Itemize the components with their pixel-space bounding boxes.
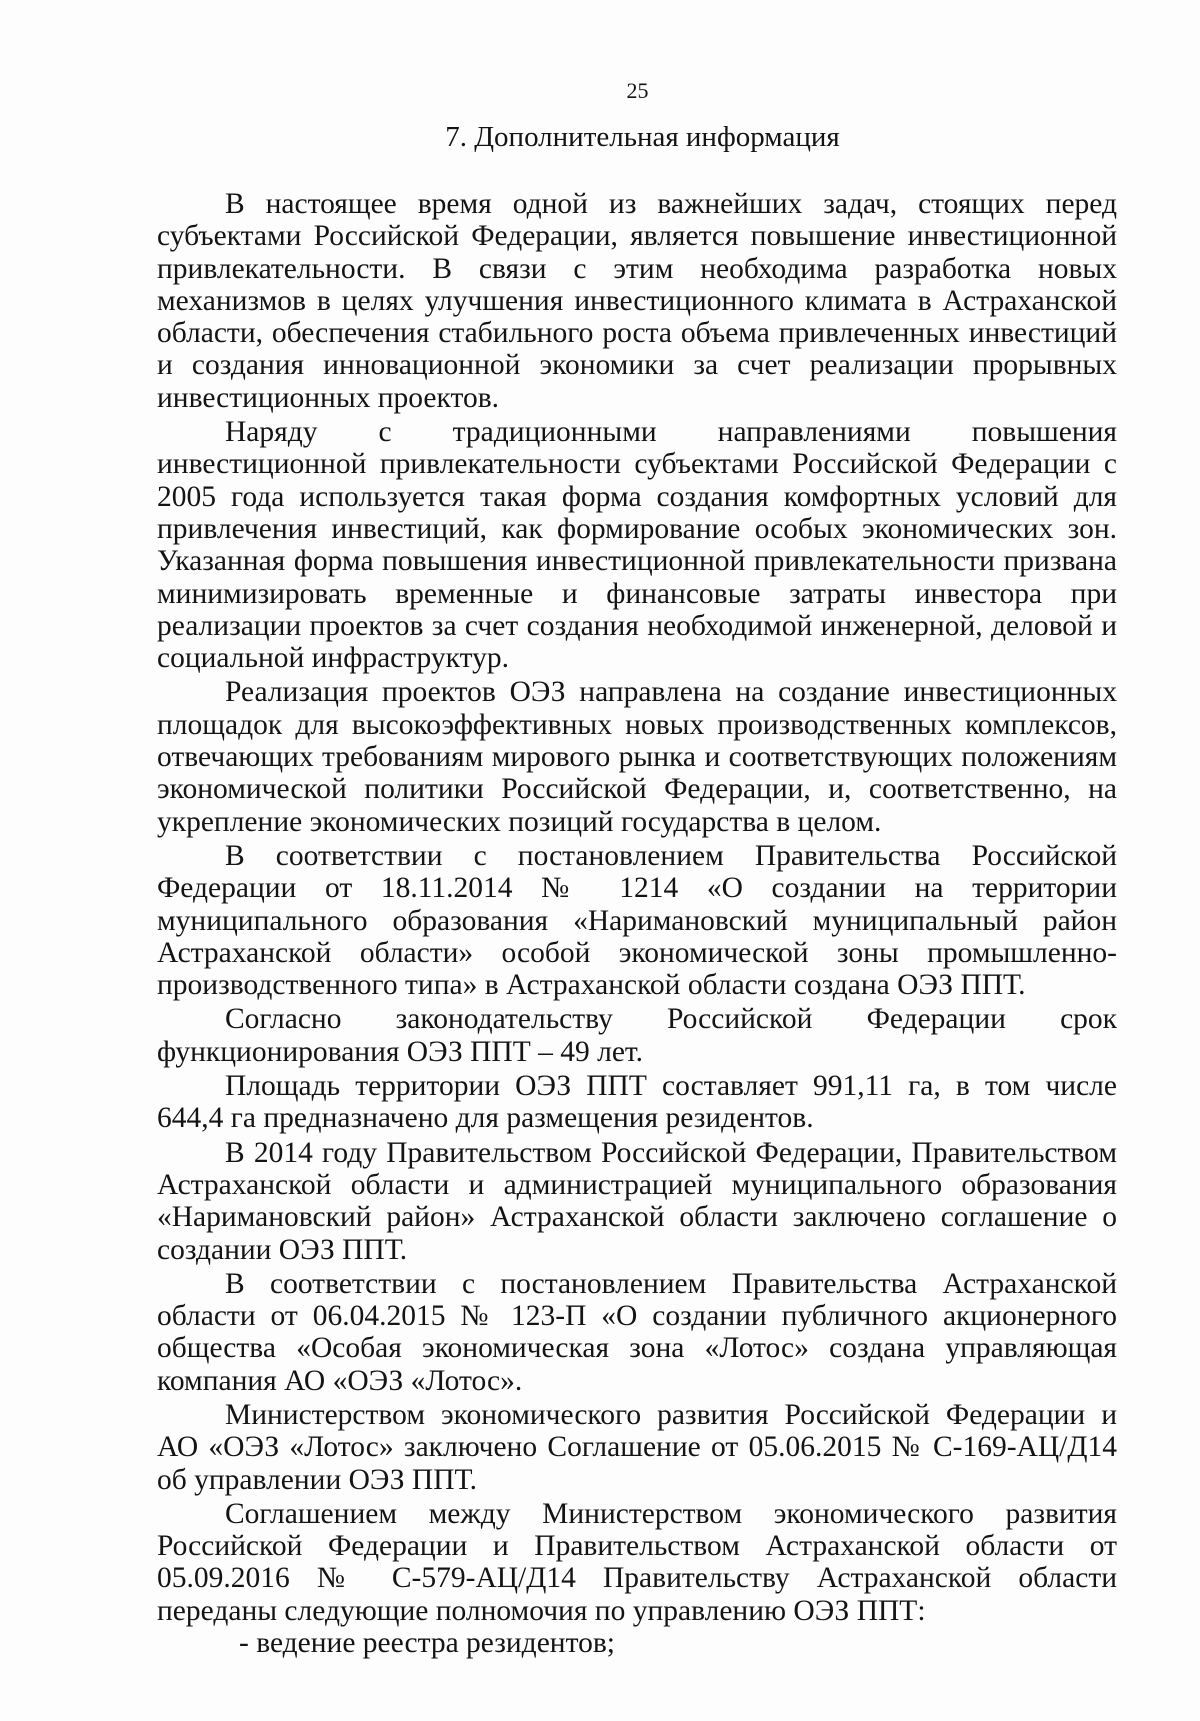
list-item: - ведение реестра резидентов; <box>239 1627 615 1660</box>
paragraph: В соответствии с постановлением Правительства Астраханской области от 06.04.2015 № 123-П «О создании публичного акционерного общества «Особая экономическая зона «Лотос» создана управляющая компания АО «ОЭЗ «Лотос». <box>157 1267 1117 1397</box>
paragraph: В 2014 году Правительством Российской Федерации, Правительством Астраханской области и администрацией муниципального образования «Наримановский район» Астраханской области заключено соглашение о создании ОЭЗ ППТ. <box>157 1136 1117 1266</box>
paragraph: Согласно законодательству Российской Федерации срок функционирования ОЭЗ ППТ – 49 лет. <box>157 1003 1117 1068</box>
paragraph: Соглашением между Министерством экономического развития Российской Федерации и Правительством Астраханской области от 05.09.2016 № С-579-АЦ/Д14 Правительству Астраханской области переданы следующие полномочия по управлению ОЭЗ ППТ: <box>157 1497 1117 1627</box>
paragraph: Наряду с традиционными направлениями повышения инвестиционной привлекательности субъектами Российской Федерации с 2005 года используется такая форма создания комфортных условий для привлечения инвестиций, как формирование особых экономических зон. Указанная форма повышения инвестиционной привлекательности призвана минимизировать временные и финансовые затраты инвестора при реализации проектов за счет создания необходимой инженерной, деловой и социальной инфраструктур. <box>157 416 1117 675</box>
body-text <box>157 188 1117 1659</box>
paragraph: В настоящее время одной из важнейших задач, стоящих перед субъектами Российской Федерации, является повышение инвестиционной привлекательности. В связи с этим необходима разработка новых механизмов в целях улучшения инвестиционного климата в Астраханской области, обеспечения стабильного роста объема привлеченных инвестиций и создания инновационной экономики за счет реализации прорывных инвестиционных проектов. <box>157 188 1117 414</box>
paragraph: Реализация проектов ОЭЗ направлена на создание инвестиционных площадок для высокоэффективных новых производственных комплексов, отвечающих требованиям мирового рынка и соответствующих положениям экономической политики Российской Федерации, и, соответственно, на укрепление экономических позиций государства в целом. <box>157 676 1117 838</box>
paragraph: Министерством экономического развития Российской Федерации и АО «ОЭЗ «Лотос» заключено Соглашение от 05.06.2015 № С-169-АЦ/Д14 об управлении ОЭЗ ППТ. <box>157 1398 1117 1496</box>
section-title: 7. Дополнительная информация <box>445 121 840 153</box>
page-number: 25 <box>626 78 649 103</box>
paragraph: Площадь территории ОЭЗ ППТ составляет 991,11 га, в том числе 644,4 га предназначено для размещения резидентов. <box>157 1070 1117 1135</box>
paragraph: В соответствии с постановлением Правительства Российской Федерации от 18.11.2014 № 1214 «О создании на территории муниципального образования «Наримановский муниципальный район Астраханской области» особой экономической зоны промышленно-производственного типа» в Астраханской области создана ОЭЗ ППТ. <box>157 839 1117 1002</box>
